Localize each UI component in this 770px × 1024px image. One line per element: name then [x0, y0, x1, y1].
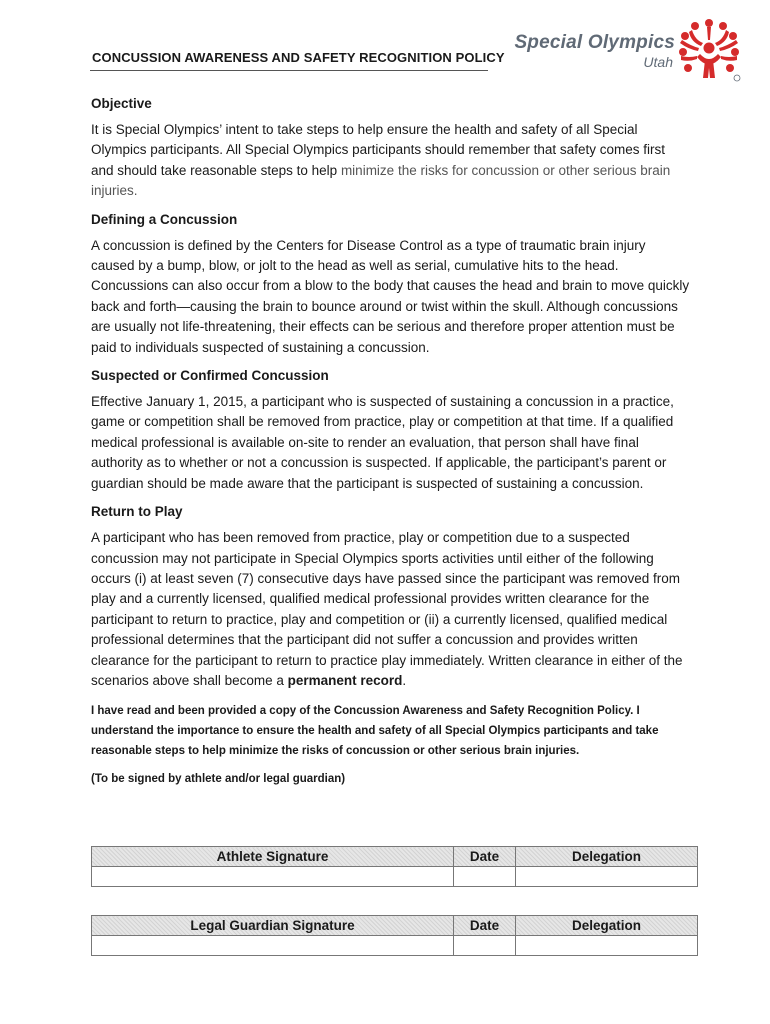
policy-body [91, 96, 691, 790]
objective-heading: Objective [91, 96, 152, 111]
acknowledgment-statement: I have read and been provided a copy of the Concussion Awareness and Safety Recognition Policy. I understand the importance to ensure the health and safety of all Special Olympics participants and take reasonable steps to help minimize the risks of concussion or other serious brain injuries. [91, 705, 659, 758]
athlete-signature-header: Athlete Signature [92, 847, 454, 867]
athlete-date-field[interactable] [454, 867, 516, 887]
special-olympics-utah-logo [495, 18, 745, 84]
table-row [92, 867, 698, 887]
defining-paragraph: A concussion is defined by the Centers for Disease Control as a type of traumatic brain injury caused by a bump, blow, or jolt to the head as well as serial, cumulative hits to the head. Concussions can also occur from a blow to the body that causes the head and brain to move quickly back and forth—causing the brain to bounce around or twist within the skull. Although concussions are usually not life-threatening, their effects can be serious and therefore proper attention must be paid to individuals suspected of sustaining a concussion. [91, 237, 690, 355]
logo-name: Special Olympics [514, 32, 675, 53]
guardian-signature-header: Legal Guardian Signature [92, 916, 454, 936]
guardian-signature-field[interactable] [92, 936, 454, 956]
permanent-record-emphasis: permanent record [287, 672, 403, 688]
table-header-row [92, 916, 698, 936]
guardian-signature-table [91, 915, 698, 956]
athlete-delegation-header: Delegation [516, 847, 698, 867]
suspected-paragraph: Effective January 1, 2015, a participant who is suspected of sustaining a concussion in a practice, game or competition shall be removed from practice, play or competition at that time. If a qualified medical professional is available on-site to render an evaluation, that person shall have final authority as to whether or not a concussion is suspected. If applicable, the participant’s parent or guardian should be made aware that the participant is suspected of sustaining a concussion. [91, 394, 674, 491]
athlete-signature-table [91, 846, 698, 887]
table-header-row [92, 847, 698, 867]
athlete-signature-field[interactable] [92, 867, 454, 887]
suspected-heading: Suspected or Confirmed Concussion [91, 368, 329, 384]
athlete-delegation-field[interactable] [516, 867, 698, 887]
return-to-play-text: A participant who has been removed from practice, play or competition due to a suspected concussion may not participate in Special Olympics sports activities until either of the following occurs (i) at least seven (7) consecutive days have passed since the participant was removed from play and a currently licensed, qualified medical professional provides written clearance for the participant to return to practice, play and competition or (ii) a currently licensed, qualified medical professional determines that the participant did not suffer a concussion and provides written clearance for the participant to return to practice play immediately. Written clearance in either of the scenarios above shall become a [91, 530, 683, 688]
athlete-date-header: Date [454, 847, 516, 867]
guardian-delegation-header: Delegation [516, 916, 698, 936]
return-to-play-end: . [402, 672, 407, 688]
sign-instruction: (To be signed by athlete and/or legal guardian) [91, 773, 346, 786]
guardian-date-field[interactable] [454, 936, 516, 956]
objective-paragraph [91, 120, 691, 202]
objective-text-main: It is Special Olympics’ intent to take steps to help ensure the health and safety of all Special Olympics participants. All Special Olympics participants should remember that safety comes first and should take reasonable steps to help [91, 122, 665, 178]
table-row [92, 936, 698, 956]
title-underline [90, 70, 488, 71]
guardian-delegation-field[interactable] [516, 936, 698, 956]
document-title: CONCUSSION AWARENESS AND SAFETY RECOGNITION POLICY [92, 50, 505, 65]
return-to-play-heading: Return to Play [91, 504, 183, 520]
guardian-date-header: Date [454, 916, 516, 936]
logo-subtitle: Utah [643, 54, 673, 70]
defining-heading: Defining a Concussion [91, 211, 238, 227]
objective-text-tail: minimize the risks for concussion or other serious brain injuries. [91, 162, 671, 199]
return-to-play-paragraph [91, 528, 691, 691]
special-olympics-emblem-icon [677, 18, 741, 84]
